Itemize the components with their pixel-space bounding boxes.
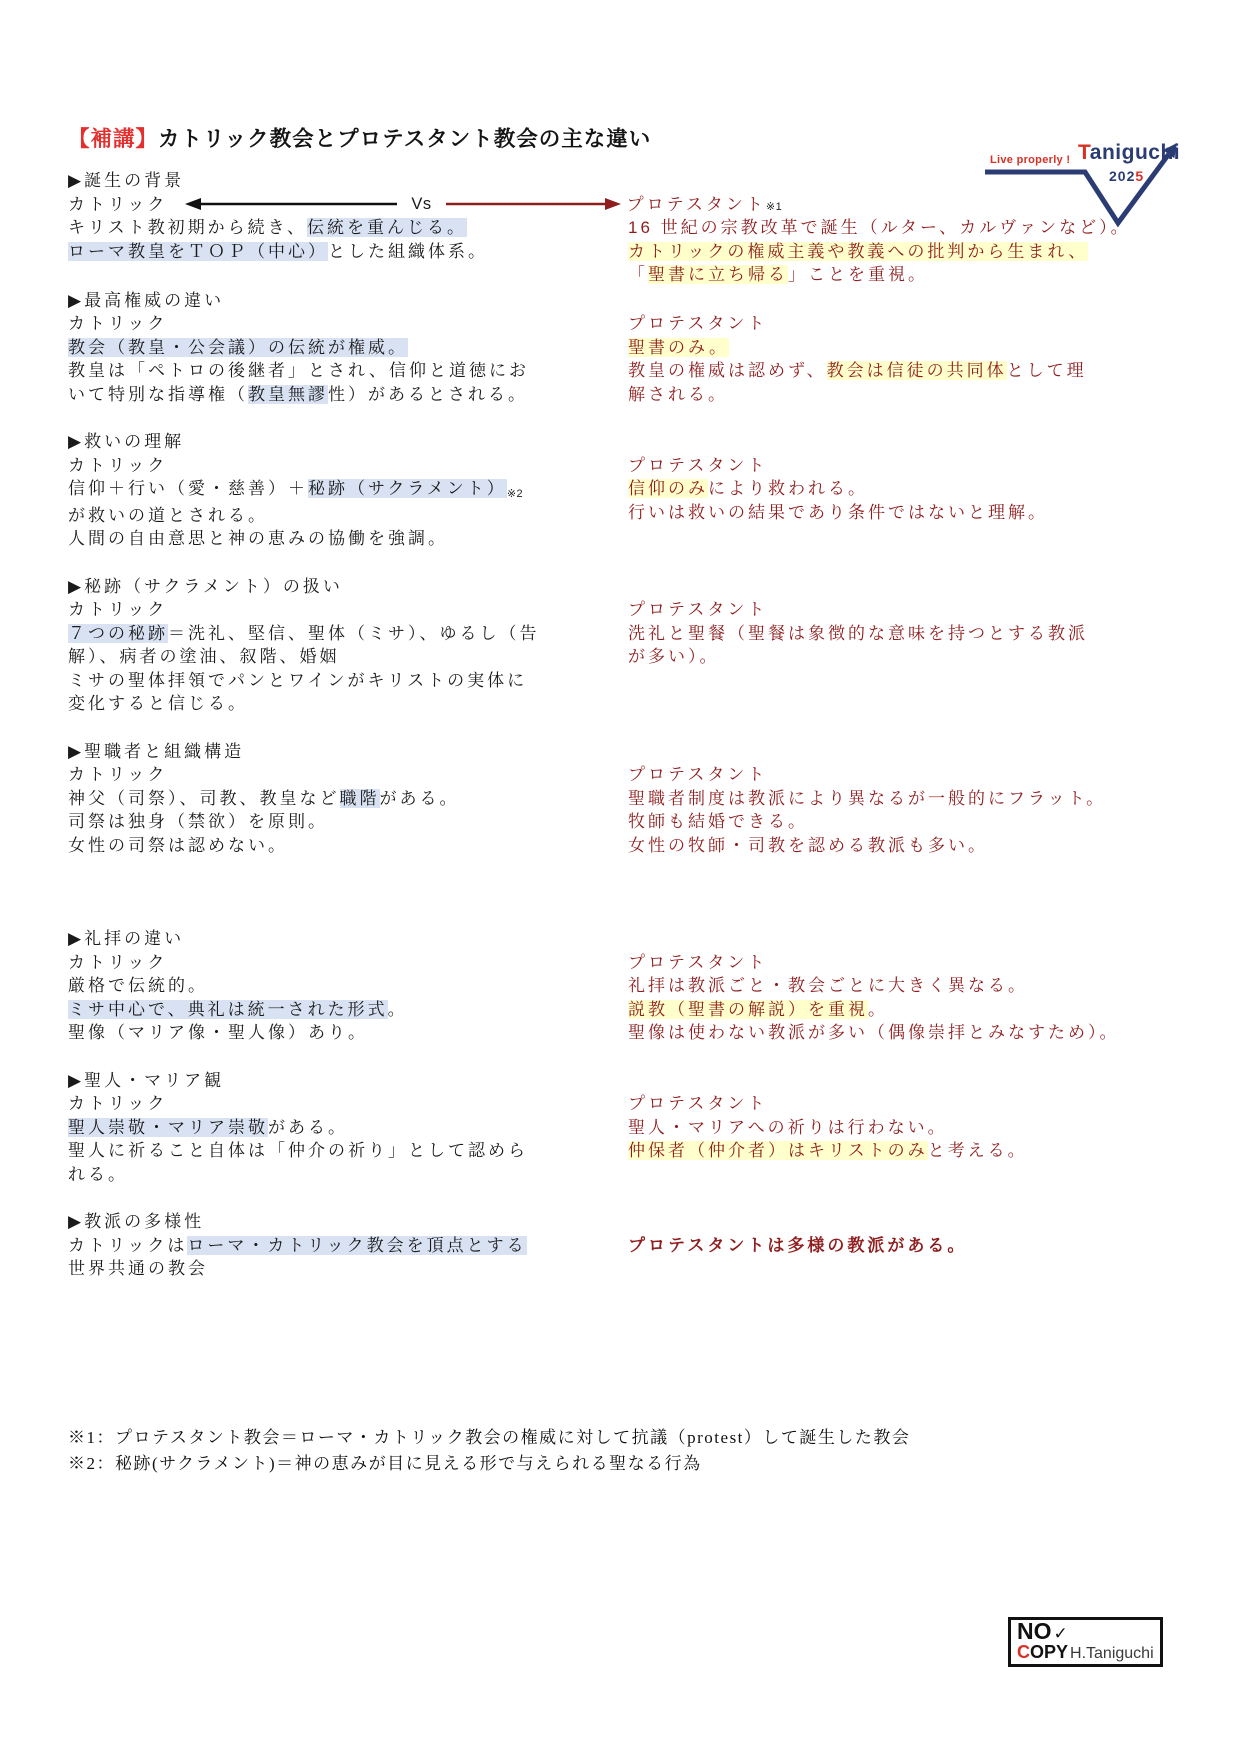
protestant-text <box>628 974 1175 1045</box>
vs-label: Vs <box>411 194 432 213</box>
text-segment: 。 <box>868 999 888 1019</box>
no-copy-copy-initial: C <box>1017 1642 1030 1662</box>
catholic-column <box>68 1234 568 1281</box>
no-copy-stamp <box>1008 1617 1163 1667</box>
title-tag: 【補講】 <box>68 127 159 151</box>
text-segment: として理 <box>1006 361 1087 380</box>
text-segment: いて特別な指導権（ <box>68 384 248 404</box>
text-segment: がある。 <box>268 1117 348 1137</box>
text-segment: 」ことを重視。 <box>788 265 928 284</box>
protestant-text <box>628 1116 1175 1163</box>
section-heading: ▶聖人・マリア観 <box>68 1070 225 1090</box>
text-line <box>68 240 568 264</box>
text-line <box>628 501 1175 525</box>
text-segment: により救われる。 <box>708 479 868 498</box>
footnotes <box>68 1425 1175 1477</box>
comparison-columns <box>68 1234 1175 1281</box>
text-segment: 聖人に祈ること自体は「仲介の祈り」として認めら <box>68 1141 528 1160</box>
text-segment: れる。 <box>68 1164 128 1184</box>
section-heading: ▶礼拝の違い <box>68 929 185 948</box>
text-segment: 聖像は使わない教派が多い（偶像崇拝とみなすため）。 <box>628 1023 1120 1042</box>
catholic-column <box>68 312 568 406</box>
protestant-label: プロテスタント <box>628 952 768 972</box>
protestant-column <box>628 763 1175 857</box>
section-heading: ▶最高権威の違い <box>68 290 225 310</box>
section-heading: ▶教派の多様性 <box>68 1212 205 1231</box>
text-segment: 説教（聖書の解説）を重視 <box>628 999 868 1019</box>
text-segment: カトリックは <box>68 1235 188 1255</box>
text-segment: 聖像（マリア像・聖人像）あり。 <box>68 1023 368 1042</box>
comparison-columns <box>68 216 1175 287</box>
text-segment: ※2 <box>506 488 524 500</box>
comparison-columns <box>68 454 1175 551</box>
text-line <box>68 1257 568 1281</box>
text-segment: 教会（教皇・公会議）の伝統が権威。 <box>68 337 408 357</box>
text-segment: 信仰＋行い（愛・慈善）＋ <box>68 479 308 498</box>
text-segment: がある。 <box>379 788 460 808</box>
protestant-column <box>628 951 1175 1045</box>
section-heading: ▶聖職者と組織構造 <box>68 741 245 761</box>
text-segment: 教会は信徒の共同体 <box>826 361 1007 380</box>
protestant-label: プロテスタント <box>628 600 768 619</box>
protestant-label: プロテスタント <box>628 1094 768 1113</box>
text-segment: ＝洗礼、堅信、聖体（ミサ）、ゆるし（告 <box>168 623 540 643</box>
footnote-ref-1: ※1 <box>765 200 783 213</box>
protestant-label: プロテスタント <box>628 765 768 784</box>
text-line <box>628 622 1175 646</box>
text-line <box>68 692 568 716</box>
text-segment: 神父（司祭）、司教、教皇など <box>68 788 340 808</box>
text-line <box>628 998 1175 1022</box>
logo-brand-initial: T <box>1078 141 1090 164</box>
text-line <box>628 240 1175 264</box>
text-line <box>68 645 568 669</box>
section-denominational-diversity <box>68 1210 1175 1281</box>
text-segment: 女性の司祭は認めない。 <box>68 835 288 855</box>
text-segment: 解）、病者の塗油、叙階、婚姻 <box>68 647 340 666</box>
text-segment: 聖人崇敬・マリア崇敬 <box>68 1117 268 1137</box>
text-line <box>68 1021 568 1045</box>
comparison-columns <box>68 763 1175 857</box>
text-segment: ミサの聖体拝領でパンとワインがキリストの実体に <box>68 670 528 690</box>
protestant-column <box>628 598 1175 716</box>
catholic-label: カトリック <box>68 314 168 333</box>
text-line <box>628 974 1175 998</box>
text-segment: と考える。 <box>927 1141 1028 1160</box>
protestant-column <box>628 1092 1175 1186</box>
text-line <box>628 834 1175 858</box>
logo-year-accent: 5 <box>1135 168 1145 184</box>
protestant-column <box>628 1234 1175 1281</box>
text-line <box>68 1163 568 1187</box>
protestant-text <box>628 477 1175 524</box>
footnote-2: ※2：秘跡(サクラメント)＝神の恵みが目に見える形で与えられる聖なる行為 <box>68 1453 702 1473</box>
text-segment: が多い）。 <box>628 647 720 666</box>
text-line <box>628 810 1175 834</box>
text-segment: プロテスタントは多様の教派がある。 <box>628 1235 968 1255</box>
text-segment: 人間の自由意思と神の恵みの協働を強調。 <box>68 529 448 548</box>
text-line <box>628 263 1175 287</box>
catholic-text <box>68 1234 568 1281</box>
catholic-column <box>68 216 568 287</box>
text-segment: ローマ・カトリック教会を頂点とする <box>187 1235 527 1255</box>
text-segment: ７つの秘跡 <box>68 623 168 643</box>
catholic-column <box>68 1092 568 1186</box>
text-line <box>68 834 568 858</box>
text-segment: 性）があるとされる。 <box>328 384 528 404</box>
section-saints-mary <box>68 1069 1175 1187</box>
text-line <box>628 1021 1175 1045</box>
catholic-label: カトリック <box>68 455 168 475</box>
document-content <box>68 122 1175 1477</box>
text-segment: 秘跡（サクラメント） <box>308 479 507 498</box>
text-segment: キリスト教初期から続き、 <box>68 218 307 237</box>
text-line <box>68 787 568 811</box>
protestant-label: プロテスタント <box>626 194 766 214</box>
text-segment: 礼拝は教派ごと・教会ごとに大きく異なる。 <box>628 976 1028 995</box>
text-segment: 聖書に立ち帰る <box>648 265 788 284</box>
text-line <box>68 669 568 693</box>
catholic-label: カトリック <box>68 600 168 619</box>
no-copy-line1 <box>1017 1620 1154 1643</box>
text-segment: 女性の牧師・司教を認める教派も多い。 <box>628 835 988 855</box>
text-segment: 行いは救いの結果であり条件ではないと理解。 <box>628 502 1048 522</box>
text-line <box>628 336 1175 360</box>
vs-row <box>68 193 1175 217</box>
catholic-column <box>68 763 568 857</box>
catholic-column <box>68 454 568 551</box>
catholic-text <box>68 974 568 1045</box>
protestant-column <box>628 216 1175 287</box>
text-segment: 聖書のみ。 <box>628 337 730 357</box>
catholic-label: カトリック <box>68 765 168 784</box>
protestant-text <box>628 622 1175 669</box>
text-segment: 「 <box>628 265 648 284</box>
catholic-text <box>68 787 568 858</box>
text-line <box>68 1234 568 1258</box>
text-segment: が救いの道とされる。 <box>68 505 268 525</box>
text-segment: 教皇の権威は認めず、 <box>628 361 827 380</box>
protestant-text <box>628 216 1175 287</box>
text-line <box>68 1116 568 1140</box>
text-segment: 変化すると信じる。 <box>68 694 248 713</box>
catholic-text <box>68 336 568 407</box>
comparison-columns <box>68 951 1175 1045</box>
catholic-label: カトリック <box>68 1094 168 1113</box>
checkmark-icon: ✓ <box>1053 1624 1068 1643</box>
catholic-label: カトリック <box>68 952 168 972</box>
text-line <box>628 787 1175 811</box>
text-line <box>628 359 1175 383</box>
text-segment: 信仰のみ <box>628 479 708 498</box>
section-sacraments <box>68 575 1175 716</box>
text-segment: 教皇は「ペトロの後継者」とされ、信仰と道徳にお <box>68 361 530 380</box>
text-line <box>68 810 568 834</box>
text-line <box>628 645 1175 669</box>
logo-tagline: Live properly ! <box>990 154 1071 166</box>
logo-brand-rest: aniguchi <box>1089 141 1181 164</box>
text-line <box>628 383 1175 407</box>
catholic-text <box>68 622 568 716</box>
section-salvation <box>68 430 1175 551</box>
text-segment: 。 <box>387 999 408 1019</box>
section-worship <box>68 927 1175 1045</box>
text-line <box>68 359 568 383</box>
text-line <box>68 622 568 646</box>
text-segment: 伝統を重んじる。 <box>306 218 467 237</box>
arrow-left-icon <box>185 197 397 211</box>
text-segment: 世界共通の教会 <box>68 1259 208 1278</box>
catholic-text <box>68 1116 568 1187</box>
text-segment: 司祭は独身（禁欲）を原則。 <box>68 812 328 831</box>
text-segment: 教皇無謬 <box>248 384 328 404</box>
text-segment: ローマ教皇をＴＯＰ（中心） <box>68 241 328 261</box>
protestant-text <box>628 787 1175 858</box>
text-line <box>68 383 568 407</box>
text-line <box>628 477 1175 501</box>
text-segment: 聖職者制度は教派により異なるが一般的にフラット。 <box>628 788 1107 808</box>
text-segment: 聖人・マリアへの祈りは行わない。 <box>628 1117 948 1137</box>
text-line <box>68 504 568 528</box>
text-segment: 16 世紀の宗教改革で誕生（ルター、カルヴァンなど）。 <box>628 218 1131 237</box>
text-segment: 職階 <box>339 788 380 808</box>
protestant-text <box>628 336 1175 407</box>
text-line <box>68 527 568 551</box>
catholic-text <box>68 216 568 263</box>
text-line <box>628 1139 1175 1163</box>
text-line <box>628 1234 1175 1258</box>
no-copy-author: H.Taniguchi <box>1070 1645 1154 1662</box>
page-title <box>68 122 1175 153</box>
catholic-column <box>68 598 568 716</box>
section-heading: ▶誕生の背景 <box>68 171 185 190</box>
protestant-text <box>628 1234 1175 1258</box>
no-copy-no: NO <box>1017 1618 1052 1644</box>
section-heading: ▶救いの理解 <box>68 432 185 451</box>
text-line <box>68 1139 568 1163</box>
section-supreme-authority <box>68 289 1175 407</box>
no-copy-line2 <box>1017 1643 1154 1662</box>
footnote-1: ※1：プロテスタント教会＝ローマ・カトリック教会の権威に対して抗議（protest）して誕生した教会 <box>68 1427 911 1447</box>
comparison-columns <box>68 598 1175 716</box>
text-line <box>68 336 568 360</box>
section-birth-background <box>68 169 1175 287</box>
comparison-columns <box>68 1092 1175 1186</box>
text-line <box>628 216 1175 240</box>
catholic-text <box>68 477 568 551</box>
text-segment: 厳格で伝統的。 <box>68 976 208 995</box>
text-segment: 洗礼と聖餐（聖餐は象徴的な意味を持つとする教派 <box>628 623 1088 643</box>
text-line <box>68 998 568 1022</box>
section-heading: ▶秘跡（サクラメント）の扱い <box>68 576 343 596</box>
text-line <box>68 216 568 240</box>
text-segment: カトリックの権威主義や教義への批判から生まれ、 <box>628 241 1089 261</box>
text-line <box>68 477 568 504</box>
text-segment: 仲保者（仲介者）はキリストのみ <box>628 1141 928 1160</box>
protestant-label: プロテスタント <box>628 314 768 333</box>
arrow-right-icon <box>446 197 621 211</box>
section-clergy-structure <box>68 740 1175 858</box>
protestant-column <box>628 312 1175 406</box>
text-line <box>68 974 568 998</box>
protestant-column <box>628 454 1175 551</box>
catholic-label: カトリック <box>68 194 168 214</box>
catholic-column <box>68 951 568 1045</box>
text-segment: ミサ中心で、典礼は統一された形式 <box>68 999 388 1019</box>
logo-year-main: 202 <box>1109 168 1136 184</box>
text-segment: 牧師も結婚できる。 <box>628 812 808 831</box>
text-segment: 解される。 <box>628 384 728 404</box>
comparison-columns <box>68 312 1175 406</box>
text-segment: とした組織体系。 <box>328 241 488 261</box>
no-copy-copy-rest: OPY <box>1030 1642 1069 1662</box>
title-text: カトリック教会とプロテスタント教会の主な違い <box>158 127 652 151</box>
text-line <box>628 1116 1175 1140</box>
protestant-label: プロテスタント <box>628 455 768 475</box>
